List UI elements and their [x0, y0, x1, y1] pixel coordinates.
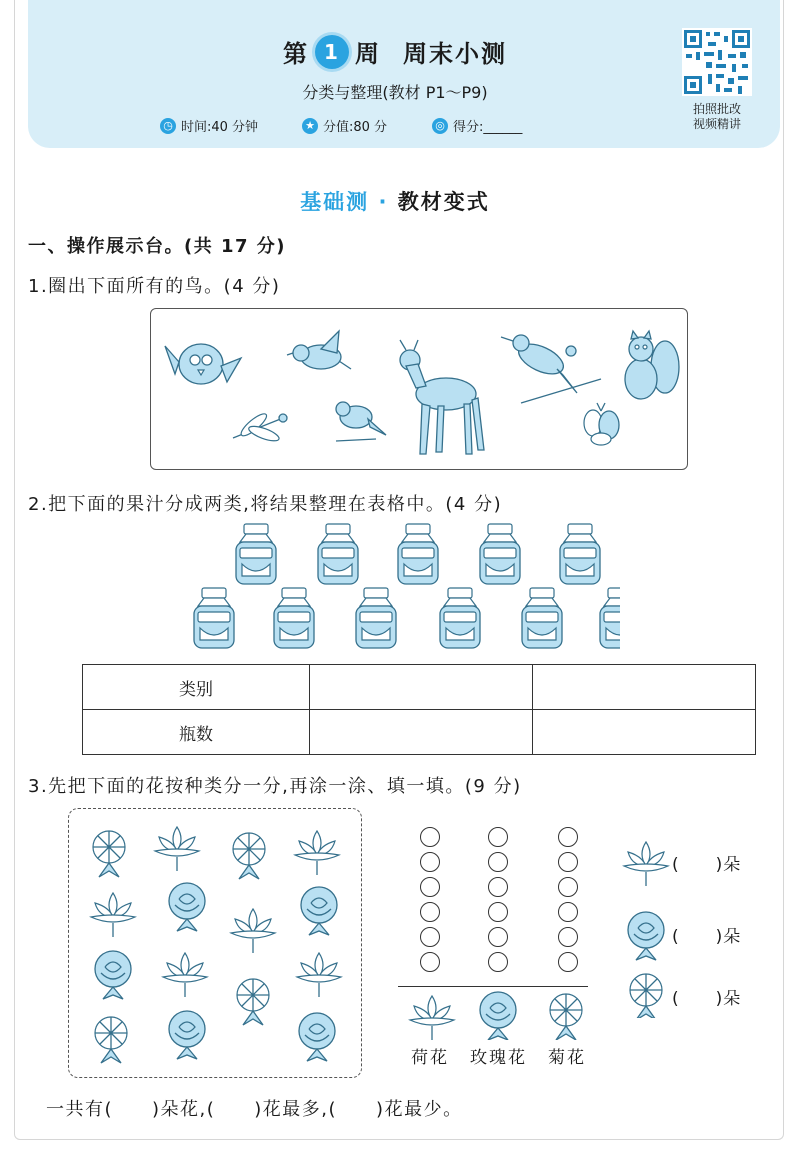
qr-caption	[672, 102, 762, 132]
section-title-left: 基础测	[300, 190, 370, 214]
lotus-icon	[410, 996, 454, 1040]
juice-bottle	[236, 524, 276, 584]
juice-table	[82, 664, 756, 755]
juice-bottle	[398, 524, 438, 584]
question-3: 3.先把下面的花按种类分一分,再涂一涂、填一填。(9 分)	[28, 776, 522, 797]
qr-caption-line-1: 拍照批改	[692, 102, 741, 116]
bubble-circle[interactable]	[488, 952, 508, 972]
chrysanthemum-icon	[233, 833, 265, 879]
table-header-category: 类别	[83, 665, 310, 710]
subtitle: 分类与整理(教材 P1～P9)	[302, 83, 488, 102]
chrysanthemum-icon	[95, 1017, 127, 1063]
juice-bottle	[522, 588, 562, 648]
title-text: 周末小测	[403, 40, 507, 68]
table-cell-input[interactable]	[533, 665, 756, 710]
animals-box	[150, 308, 688, 470]
table-cell-input[interactable]	[533, 710, 756, 755]
baseline-divider	[398, 986, 588, 987]
bubble-circle[interactable]	[558, 827, 578, 847]
dragonfly-icon	[233, 411, 287, 444]
score-text: 分值:80 分	[323, 120, 388, 135]
header-banner	[28, 0, 780, 148]
bubble-circle[interactable]	[420, 927, 440, 947]
animals-illustration	[151, 309, 687, 469]
bubble-circle[interactable]	[420, 852, 440, 872]
bubble-circle[interactable]	[420, 827, 440, 847]
juice-bottle	[600, 588, 620, 648]
chrysanthemum-icon	[550, 994, 582, 1040]
lotus-icon	[295, 831, 339, 875]
table-cell-input[interactable]	[310, 665, 533, 710]
juice-bottle	[318, 524, 358, 584]
bubble-circle[interactable]	[420, 902, 440, 922]
time-info	[160, 116, 258, 135]
rose-icon	[480, 992, 516, 1040]
table-row	[83, 710, 756, 755]
bubble-column-lotus	[412, 822, 448, 972]
bubble-circle[interactable]	[558, 902, 578, 922]
chrysanthemum-icon	[237, 979, 269, 1025]
lotus-icon	[91, 893, 135, 937]
bubble-circle[interactable]	[558, 952, 578, 972]
juice-bottle	[560, 524, 600, 584]
squirrel-icon	[625, 331, 679, 399]
bubble-circle[interactable]	[488, 852, 508, 872]
rose-icon	[169, 1011, 205, 1059]
time-text: 时间:40 分钟	[181, 120, 259, 135]
lotus-icon	[163, 953, 207, 997]
bubble-column-chrysanthemum	[550, 822, 586, 972]
rose-icon	[628, 912, 664, 960]
section-title	[0, 186, 790, 216]
qr-code-icon[interactable]	[682, 28, 752, 96]
flowers-box	[68, 808, 362, 1078]
flower-label-lotus: 荷花	[411, 1048, 449, 1068]
bubble-column-rose	[480, 822, 516, 972]
juice-bottle	[480, 524, 520, 584]
target-icon: ◎	[432, 118, 448, 134]
week-number-badge: 1	[315, 35, 349, 69]
title-suffix: 周	[355, 40, 381, 68]
flower-label-rose: 玫瑰花	[470, 1048, 527, 1068]
bubble-circle[interactable]	[558, 877, 578, 897]
rose-icon	[299, 1013, 335, 1061]
medal-icon: ★	[302, 118, 318, 134]
score-info	[302, 116, 387, 135]
rose-icon	[169, 883, 205, 931]
bird-icon	[165, 344, 241, 384]
juice-bottle	[194, 588, 234, 648]
count-lotus[interactable]: ( )朵	[672, 855, 742, 875]
bubble-circle[interactable]	[488, 927, 508, 947]
chrysanthemum-icon	[93, 831, 125, 877]
bubble-circle[interactable]	[488, 827, 508, 847]
bird-icon	[287, 331, 351, 369]
question-2: 2.把下面的果汁分成两类,将结果整理在表格中。(4 分)	[28, 494, 503, 515]
count-chrysanthemum[interactable]: ( )朵	[672, 989, 742, 1009]
title-prefix: 第	[283, 40, 309, 68]
mark-text: 得分:______	[453, 120, 523, 135]
bubble-circle[interactable]	[488, 877, 508, 897]
mark-info	[432, 116, 522, 135]
lotus-icon	[231, 909, 275, 953]
juice-bottles-illustration	[180, 520, 620, 655]
section-title-dot: ·	[378, 190, 389, 214]
part-one-heading: 一、操作展示台。(共 17 分)	[28, 236, 287, 257]
qr-caption-line-2: 视频精讲	[692, 117, 741, 131]
bubble-circle[interactable]	[488, 902, 508, 922]
table-header-count: 瓶数	[83, 710, 310, 755]
count-rose[interactable]: ( )朵	[672, 927, 742, 947]
question-1: 1.圈出下面所有的鸟。(4 分)	[28, 276, 281, 297]
juice-bottle	[356, 588, 396, 648]
flower-legend-icons	[400, 990, 600, 1040]
butterfly-icon	[584, 403, 619, 445]
bubble-circle[interactable]	[558, 852, 578, 872]
bubble-circle[interactable]	[420, 877, 440, 897]
lotus-icon	[624, 842, 668, 886]
table-row	[83, 665, 756, 710]
lotus-icon	[297, 953, 341, 997]
final-question: 一共有( )朵花,( )花最多,( )花最少。	[46, 1099, 463, 1120]
clock-icon: ◷	[160, 118, 176, 134]
flower-label-chrysanthemum: 菊花	[548, 1048, 586, 1068]
juice-bottle	[440, 588, 480, 648]
bird-icon	[501, 335, 601, 403]
rose-icon	[95, 951, 131, 999]
bubble-circle[interactable]	[558, 927, 578, 947]
section-title-right: 教材变式	[397, 190, 490, 214]
count-row-icons	[622, 838, 672, 1018]
rose-icon	[301, 887, 337, 935]
flowers-illustration	[69, 809, 361, 1077]
chrysanthemum-icon	[630, 974, 662, 1018]
bubble-circle[interactable]	[420, 952, 440, 972]
table-cell-input[interactable]	[310, 710, 533, 755]
juice-bottle	[274, 588, 314, 648]
deer-icon	[400, 340, 484, 454]
page-title	[0, 34, 790, 69]
lotus-icon	[155, 827, 199, 871]
bird-icon	[336, 402, 386, 441]
